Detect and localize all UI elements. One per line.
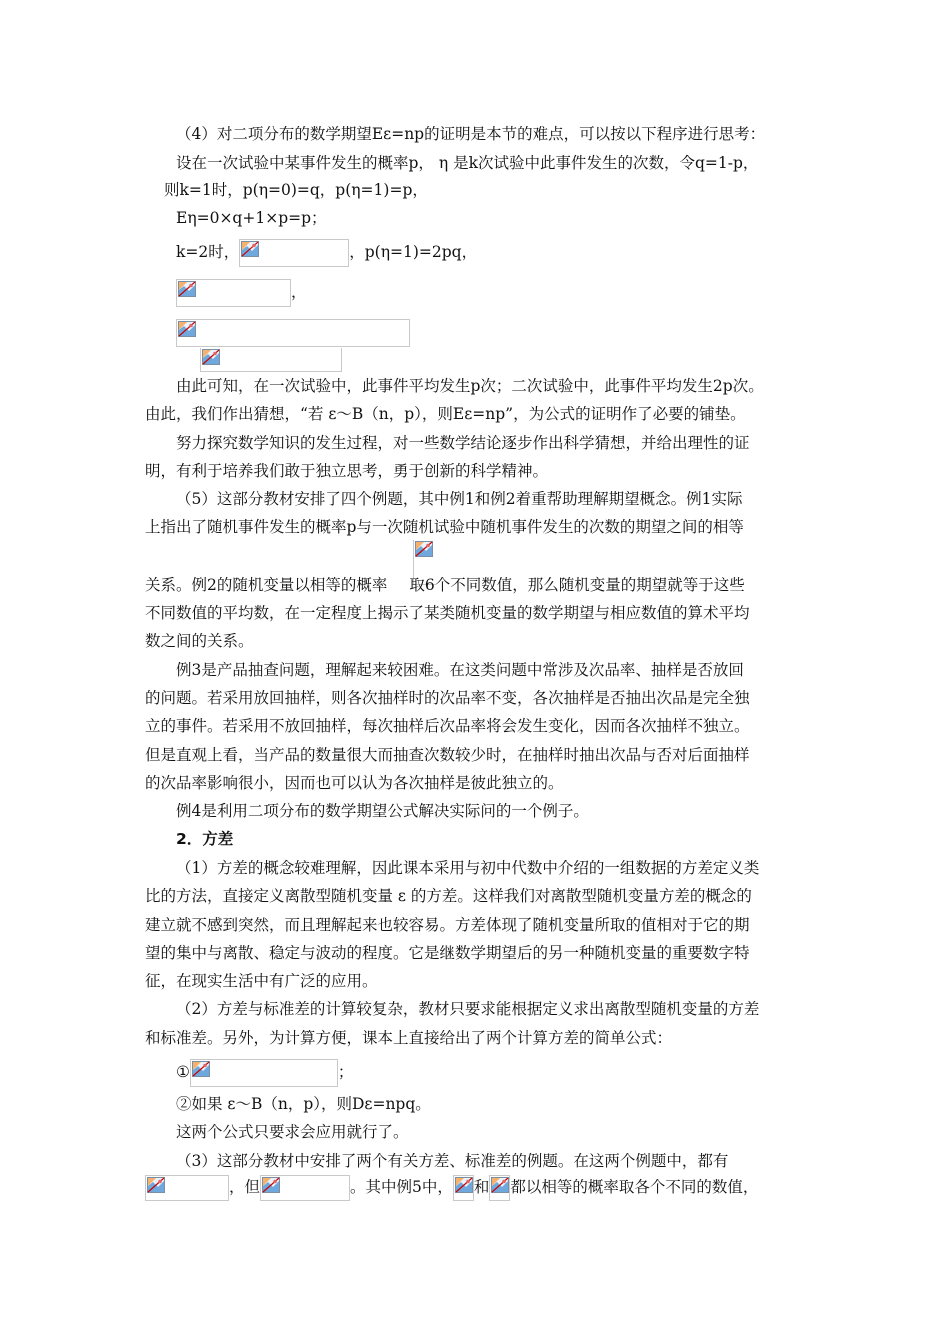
paragraph-line: ②如果 ε～B（n，p），则Dε=npq。 xyxy=(176,1095,431,1113)
broken-image-icon xyxy=(241,241,259,257)
paragraph-line: 征，在现实生活中有广泛的应用。 xyxy=(145,972,378,990)
k2-prob: ，p(η=1)=2pq， xyxy=(349,243,478,261)
formula-image xyxy=(453,1175,474,1201)
paragraph-line: （5）这部分教材安排了四个例题，其中例1和例2着重帮助理解期望概念。例1实际 xyxy=(176,490,743,508)
formula-image xyxy=(176,319,410,347)
paragraph-line: 例3是产品抽查问题，理解起来较困难。在这类问题中常涉及次品率、抽样是否放回 xyxy=(176,661,744,679)
paragraph-line-with-image xyxy=(145,575,805,595)
broken-image-icon xyxy=(455,1177,473,1193)
paragraph-line: 努力探究数学知识的发生过程，对一些数学结论逐步作出科学猜想，并给出理性的证 xyxy=(176,434,750,452)
formula-image xyxy=(239,239,349,267)
paragraph-line: 数之间的关系。 xyxy=(145,632,254,650)
paragraph-line: 由此可知，在一次试验中，此事件平均发生p次；二次试验中，此事件平均发生2p次。 xyxy=(176,377,764,395)
paragraph-line: 比的方法，直接定义离散型随机变量 ε 的方差。这样我们对离散型随机变量方差的概念的 xyxy=(145,887,752,905)
formula-image xyxy=(176,279,291,307)
text-run: 取6个不同数值，那么随机变量的期望就等于这些 xyxy=(409,576,745,594)
formula-image xyxy=(200,348,342,372)
broken-image-icon xyxy=(202,349,220,365)
formula-image xyxy=(260,1175,350,1201)
text-run: 都以相等的概率取各个不同的数值， xyxy=(510,1178,759,1196)
paragraph-line-with-image xyxy=(145,1173,805,1201)
paragraph-line: 但是直观上看，当产品的数量很大而抽查次数较少时，在抽样时抽出次品与否对后面抽样 xyxy=(145,746,750,764)
text-run: 关系。例2的随机变量以相等的概率 xyxy=(145,576,388,594)
broken-image-icon xyxy=(178,321,196,337)
paragraph-line: 由此，我们作出猜想，“若 ε～B（n，p），则Eε=np”，为公式的证明作了必要的铺垫。 xyxy=(145,405,746,423)
formula-image xyxy=(190,1059,338,1087)
k2-label: k=2时， xyxy=(176,243,240,261)
paragraph-line-with-image xyxy=(176,278,836,307)
paragraph-line: 立的事件。若采用不放回抽样，每次抽样后次品率将会发生变化，因而各次抽样不独立。 xyxy=(145,717,750,735)
formula-number: ① xyxy=(176,1063,190,1081)
broken-image-icon xyxy=(192,1061,210,1077)
semicolon-text: ； xyxy=(337,1063,354,1081)
paragraph-line: （1）方差的概念较难理解，因此课本采用与初中代数中介绍的一组数据的方差定义类 xyxy=(176,859,760,877)
paragraph-line: 建立就不感到突然，而且理解起来也较容易。方差体现了随机变量所取的值相对于它的期 xyxy=(145,916,750,934)
formula-image xyxy=(489,1175,510,1201)
paragraph-line: 的问题。若采用放回抽样，则各次抽样时的次品率不变，各次抽样是否抽出次品是完全独 xyxy=(145,689,750,707)
paragraph-line: 上指出了随机事件发生的概率p与一次随机试验中随机事件发生的次数的期望之间的相等 xyxy=(145,518,744,536)
formula-image xyxy=(145,1175,229,1201)
paragraph-line-with-image xyxy=(176,239,836,267)
paragraph-line: （3）这部分教材中安排了两个有关方差、标准差的例题。在这两个例题中，都有 xyxy=(176,1152,729,1170)
broken-image-icon xyxy=(491,1177,509,1193)
broken-image-icon xyxy=(178,281,196,297)
paragraph-line-with-image xyxy=(176,1058,836,1087)
comma-text: ， xyxy=(291,283,307,301)
paragraph-line: （2）方差与标准差的计算较复杂，教材只要求能根据定义求出离散型随机变量的方差 xyxy=(176,1000,760,1018)
broken-image-icon xyxy=(147,1177,165,1193)
paragraph-line: 和标准差。另外，为计算方便，课本上直接给出了两个计算方差的简单公式： xyxy=(145,1029,673,1047)
section-heading: 2．方差 xyxy=(176,830,234,848)
paragraph-line: 这两个公式只要求会应用就行了。 xyxy=(176,1123,409,1141)
paragraph-line: 设在一次试验中某事件发生的概率p， η 是k次试验中此事件发生的次数，令q=1-p， xyxy=(176,154,759,172)
text-run: 。其中例5中， xyxy=(350,1178,453,1196)
paragraph-line: 的次品率影响很小，因而也可以认为各次抽样是彼此独立的。 xyxy=(145,774,564,792)
paragraph-line: 则k=1时，p(η=0)=q，p(η=1)=p， xyxy=(164,181,428,199)
paragraph-line: （4）对二项分布的数学期望Eε=np的证明是本节的难点，可以按以下程序进行思考： xyxy=(176,125,766,143)
paragraph-line: 不同数值的平均数，在一定程度上揭示了某类随机变量的数学期望与相应数值的算术平均 xyxy=(145,604,750,622)
broken-image-icon xyxy=(262,1177,280,1193)
text-run: 和 xyxy=(473,1178,490,1196)
paragraph-line: 明，有利于培养我们敢于独立思考，勇于创新的科学精神。 xyxy=(145,462,549,480)
text-run: ，但 xyxy=(229,1178,261,1196)
paragraph-line: 例4是利用二项分布的数学期望公式解决实际问的一个例子。 xyxy=(176,802,589,820)
paragraph-line: Eη=0×q+1×p=p； xyxy=(176,209,327,227)
broken-image-icon xyxy=(415,541,433,557)
paragraph-line: 望的集中与离散、稳定与波动的程度。它是继数学期望后的另一种随机变量的重要数字特 xyxy=(145,944,750,962)
